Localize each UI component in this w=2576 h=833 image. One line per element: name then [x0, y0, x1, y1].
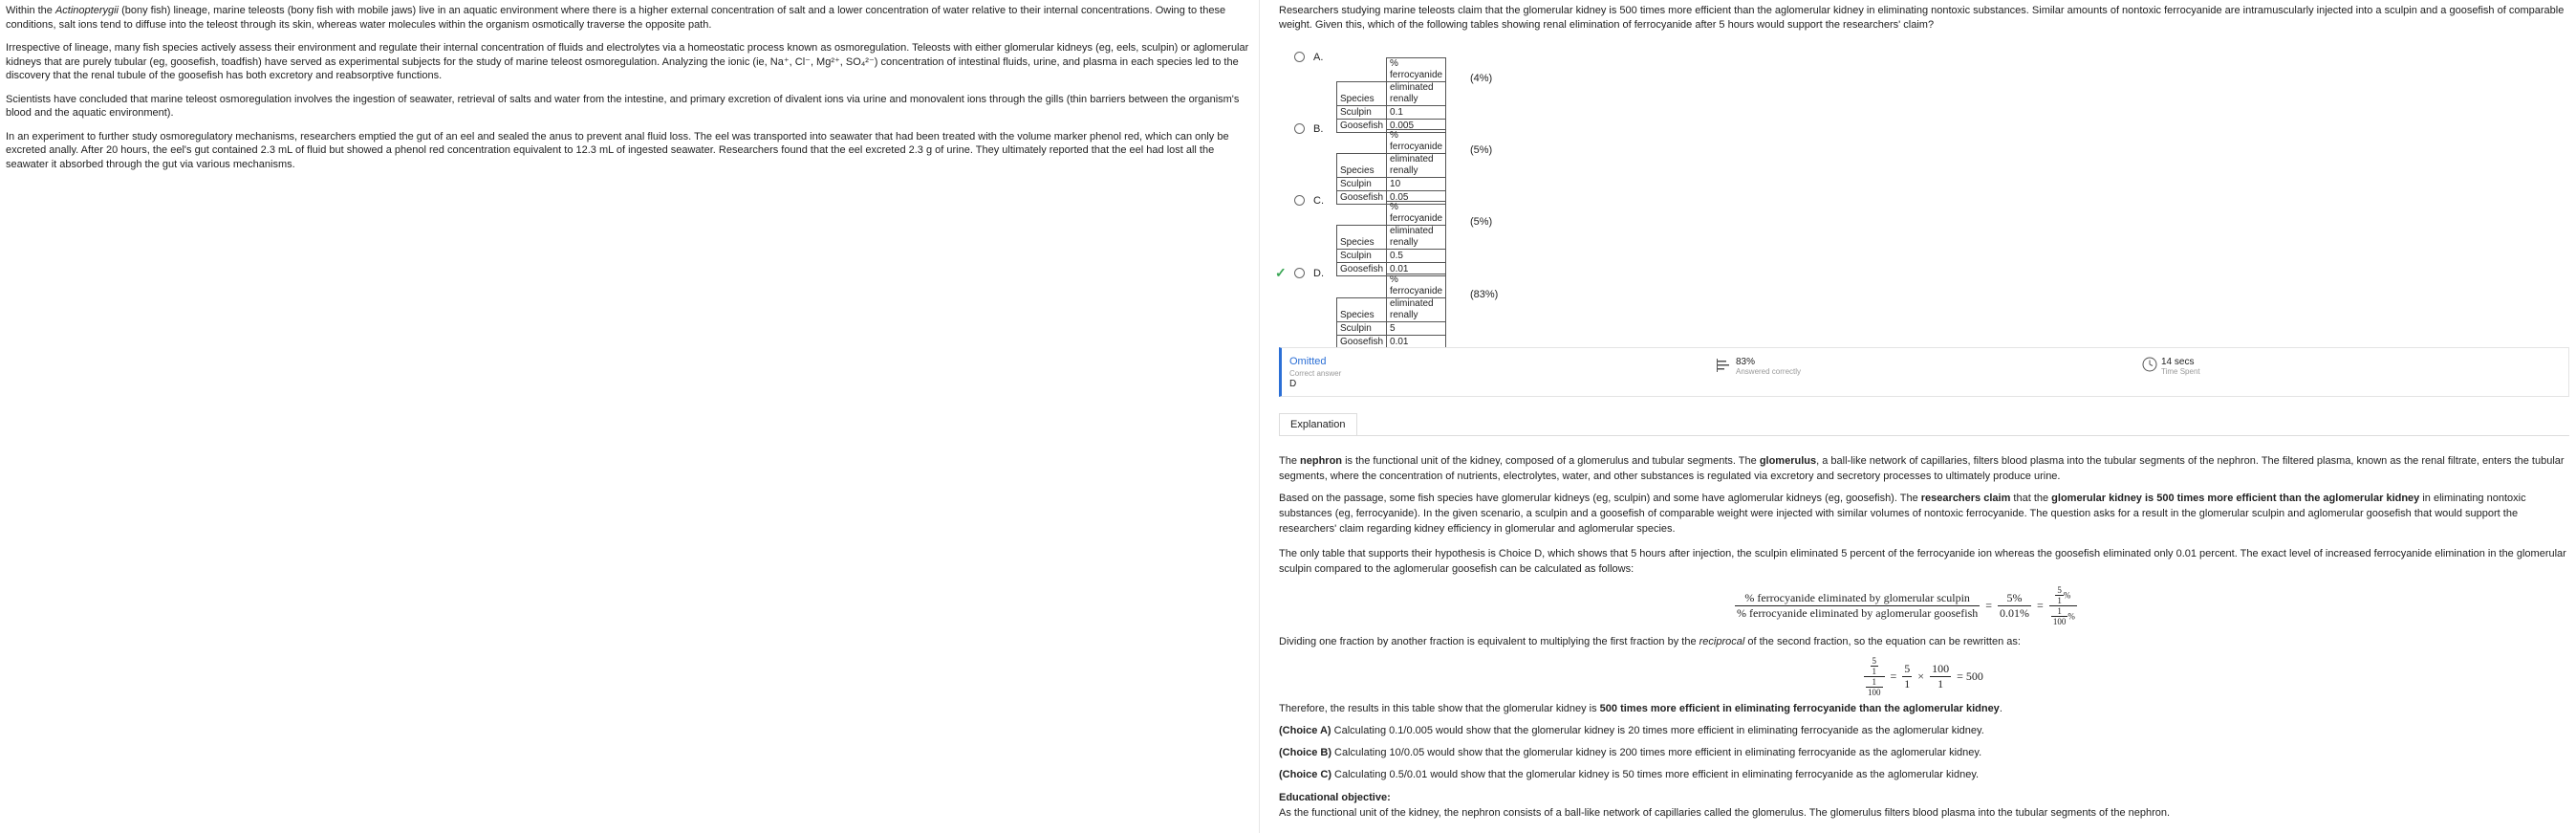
column-header-line1: % ferrocyanide	[1387, 130, 1446, 154]
passage-text: Within the	[6, 5, 55, 16]
expl-text: Based on the passage, some fish species have glomerular kidneys (eg, sculpin) and some have aglomerular kidneys (eg, goosefish). The	[1279, 493, 1921, 504]
fraction-denominator: 1	[1904, 677, 1911, 691]
result: = 500	[1957, 669, 1983, 683]
inner-numerator: 1	[2051, 606, 2068, 617]
inner-fraction	[2051, 606, 2068, 626]
sculpin-value: 0.5	[1387, 250, 1446, 263]
fraction-denominator: 0.01%	[2000, 606, 2030, 620]
passage-paragraph-1	[6, 4, 1253, 32]
time-spent-label: Time Spent	[2161, 367, 2200, 376]
expl-text: that the	[2010, 493, 2052, 504]
percent-correct-value: 83%	[1736, 357, 1756, 367]
educational-objective-title	[1279, 790, 2571, 805]
radio-button[interactable]	[1294, 52, 1305, 62]
fraction-complex	[1864, 656, 1885, 697]
formula-reciprocal	[1864, 656, 1986, 697]
result-stats-bar	[1279, 347, 2569, 397]
inner-denominator: 1	[1872, 667, 1876, 676]
fraction-denominator: 1	[1937, 677, 1944, 691]
row-label-goosefish: Goosefish	[1337, 336, 1387, 349]
column-header-line2: eliminated renally	[1387, 226, 1446, 250]
expl-bold: researchers claim	[1920, 493, 2011, 504]
expl-text: The	[1279, 455, 1301, 467]
fraction-numerator: 100	[1932, 662, 1950, 675]
inner-numerator: 5	[1872, 656, 1876, 666]
objective-title: Educational objective:	[1279, 792, 1391, 803]
equals-sign: =	[2037, 599, 2044, 612]
fraction-denominator	[1864, 677, 1885, 697]
tab-divider	[1279, 435, 2569, 436]
fraction-numerator: 5%	[1998, 591, 2031, 606]
column-header-line2: eliminated renally	[1387, 154, 1446, 178]
expl-text: , a ball-like network of capillaries, filters blood plasma into the tubular segments of the nephron. The filtered plasma, known as the renal filtrate, enters the tubular segments, where the concentration of nutrients, electrolytes, water, and other substances is regulated via excretory and secretory processes to ultimately produce urine.	[1279, 455, 2565, 482]
expl-bold: glomerular kidney is 500 times more efficient than the aglomerular kidney	[2051, 493, 2420, 504]
check-icon: ✓	[1275, 265, 1287, 280]
explanation-choice-c	[1279, 767, 2571, 782]
choice-label: (Choice C)	[1279, 769, 1331, 780]
goosefish-value: 0.01	[1387, 263, 1446, 276]
expl-text: Calculating 0.1/0.005 would show that the glomerular kidney is 20 times more efficient in eliminating ferrocyanide as the aglomerular kidney.	[1331, 725, 1984, 736]
sculpin-value: 10	[1387, 178, 1446, 191]
choice-label: (Choice A)	[1279, 725, 1331, 736]
passage-paragraph-4: In an experiment to further study osmoregulatory mechanisms, researchers emptied the gut of an eel and sealed the anus to prevent anal fluid loss. The eel was transported into seawater that had been treated with the volume marker phenol red, which can only be excreted anally. After 20 hours, the eel's gut contained 2.3 mL of fluid but showed a phenol red concentration equivalent to 12.3 mL of ingested seawater. Researchers found that the eel excreted 2.3 g of urine. They ultimately reported that the eel had lost all the seawater it absorbed through the gut via various mechanisms.	[6, 130, 1229, 170]
correct-answer-label: Correct answer	[1289, 369, 1342, 378]
fraction	[1902, 662, 1912, 691]
tab-explanation[interactable]: Explanation	[1279, 413, 1357, 435]
explanation-paragraph-1	[1279, 453, 2571, 484]
expl-bold: in eliminating ferrocyanide than the aglomerular kidney	[1720, 703, 2000, 714]
explanation-paragraph-2	[1279, 491, 2571, 537]
goosefish-value: 0.005	[1387, 120, 1446, 133]
explanation-choice-a	[1279, 723, 2571, 738]
educational-objective-text: As the functional unit of the kidney, the nephron consists of a ball-like network of capillaries called the glomerulus. The glomerulus filters blood plasma into the tubular segments of the nephron.	[1279, 807, 2171, 819]
column-header-line2: eliminated renally	[1387, 298, 1446, 322]
column-header-line1: % ferrocyanide	[1387, 58, 1446, 82]
times-sign: ×	[1917, 669, 1925, 683]
choice-letter: D.	[1313, 268, 1324, 279]
clock-icon	[2142, 357, 2157, 372]
bar-chart-icon	[1717, 359, 1730, 372]
fraction-numerator: 5	[1904, 662, 1911, 675]
time-spent-value: 14 secs	[2161, 357, 2195, 367]
expl-text: Therefore, the results in this table show that the glomerular kidney is	[1279, 703, 1600, 714]
passage-text: (bony fish) lineage, marine teleosts (bony fish with mobile jaws) live in an aquatic environment where there is a higher external concentration of salt and a lower concentration of water relative to their internal concentrations. Owing to these conditions, salt ions tend to diffuse into the teleost through its skin, whereas water molecules within the organism osmotically traverse the opposite path.	[6, 5, 1226, 31]
species-header: Species	[1337, 298, 1387, 322]
correct-answer-value: D	[1289, 379, 1297, 389]
inner-numerator: 5	[2057, 585, 2062, 595]
inner-fraction	[1866, 677, 1883, 697]
choice-table	[1336, 274, 1446, 349]
inner-denominator: 100	[2052, 617, 2067, 626]
sculpin-value: 0.1	[1387, 106, 1446, 120]
fraction-complex	[2049, 585, 2077, 626]
fraction-percent-ratio	[1735, 591, 1980, 621]
choice-letter: A.	[1313, 52, 1324, 63]
formula-ratio	[1735, 585, 2077, 626]
status-label: Omitted	[1289, 356, 1327, 367]
question-pane	[1271, 0, 2571, 833]
choice-percent: (5%)	[1470, 216, 1493, 228]
choice-table	[1336, 57, 1446, 133]
radio-button[interactable]	[1294, 123, 1305, 134]
radio-button[interactable]	[1294, 268, 1305, 278]
passage-italic: Actinopterygii	[54, 5, 119, 16]
goosefish-value: 0.01	[1387, 336, 1446, 349]
expl-bold: glomerulus	[1759, 455, 1817, 467]
expl-text: is the functional unit of the kidney, composed of a glomerulus and tubular segments. The	[1342, 455, 1760, 467]
fraction-values	[1998, 591, 2031, 621]
row-label-goosefish: Goosefish	[1337, 263, 1387, 276]
explanation-paragraph-3: The only table that supports their hypothesis is Choice D, which shows that 5 hours after injection, the sculpin eliminated 5 percent of the ferrocyanide ion whereas the goosefish eliminated only 0.01 percent. The exact level of increased ferrocyanide elimination in the glomerular sculpin compared to the aglomerular goosefish can be calculated as follows:	[1279, 548, 2566, 575]
fraction-numerator: % ferrocyanide eliminated by glomerular sculpin	[1735, 591, 1980, 606]
row-label-sculpin: Sculpin	[1337, 250, 1387, 263]
fraction-numerator	[2049, 585, 2077, 606]
inner-denominator: 1	[2057, 596, 2062, 605]
row-label-sculpin: Sculpin	[1337, 106, 1387, 120]
fraction-denominator	[2049, 606, 2077, 626]
percent-correct-label: Answered correctly	[1736, 367, 1802, 376]
inner-fraction	[2055, 585, 2064, 605]
explanation-conclusion	[1279, 701, 2571, 716]
expl-italic: reciprocal	[1699, 636, 1745, 647]
column-header-line1: % ferrocyanide	[1387, 274, 1446, 298]
choice-percent: (83%)	[1470, 289, 1499, 300]
inner-numerator: 1	[1866, 677, 1883, 688]
goosefish-value: 0.05	[1387, 191, 1446, 205]
expl-bold: nephron	[1300, 455, 1343, 467]
choice-percent: (5%)	[1470, 144, 1493, 156]
explanation-paragraph-4	[1279, 634, 2571, 649]
passage-paragraph-2: Irrespective of lineage, many fish species actively assess their environment and regulate their internal concentration of fluids and electrolytes via a homeostatic process known as osmoregulation. Teleosts with either glomerular kidneys (eg, eels, sculpin) or aglomerular kidneys that are purely tubular (eg, goosefish, toadfish) have served as experimental subjects for the study of marine teleost osmoregulation. Analyzing the ionic (ie, Na⁺, Cl⁻, Mg²⁺, SO₄²⁻) concentration of intestinal fluids, urine, and plasma in each species led to the discovery that the renal tubule of the goosefish has both excretory and reabsorptive functions.	[6, 42, 1249, 81]
fraction-numerator	[1864, 656, 1885, 677]
species-header: Species	[1337, 82, 1387, 106]
species-header: Species	[1337, 154, 1387, 178]
column-header-line2: eliminated renally	[1387, 82, 1446, 106]
expl-text: Calculating 10/0.05 would show that the glomerular kidney is 200 times more efficient in eliminating ferrocyanide as the aglomerular kidney.	[1331, 747, 1982, 758]
choice-table	[1336, 201, 1446, 276]
inner-fraction	[1871, 656, 1879, 676]
expl-text: Dividing one fraction by another fraction is equivalent to multiplying the first fraction by the	[1279, 636, 1699, 647]
choice-table	[1336, 129, 1446, 205]
equals-sign: =	[1985, 599, 1993, 612]
sculpin-value: 5	[1387, 322, 1446, 336]
column-header-line1: % ferrocyanide	[1387, 202, 1446, 226]
row-label-goosefish: Goosefish	[1337, 120, 1387, 133]
percent-sign: %	[2063, 590, 2071, 601]
question-stem: Researchers studying marine teleosts claim that the glomerular kidney is 500 times more efficient than the aglomerular kidney in eliminating nontoxic substances. Similar amounts of nontoxic ferrocyanide are intramuscularly injected into a sculpin and a goosefish of comparable weight. Given this, which of the following tables showing renal elimination of ferrocyanide after 5 hours would support the researchers' claim?	[1279, 5, 2565, 31]
percent-sign: %	[2067, 611, 2075, 622]
fraction	[1930, 662, 1951, 691]
radio-button[interactable]	[1294, 195, 1305, 206]
passage-pane	[0, 0, 1260, 833]
choice-letter: C.	[1313, 195, 1324, 207]
choice-percent: (4%)	[1470, 73, 1493, 84]
species-header: Species	[1337, 226, 1387, 250]
expl-text: Calculating 0.5/0.01 would show that the glomerular kidney is 50 times more efficient in eliminating ferrocyanide as the aglomerular kidney.	[1331, 769, 1980, 780]
inner-denominator: 100	[1868, 688, 1881, 697]
row-label-sculpin: Sculpin	[1337, 178, 1387, 191]
expl-bold: 500 times more efficient	[1599, 703, 1721, 714]
row-label-goosefish: Goosefish	[1337, 191, 1387, 205]
expl-text: in eliminating nontoxic substances (eg, ferrocyanide). In the given scenario, a sculpin and a goosefish of comparable weight were injected with similar volumes of nontoxic ferrocyanide. The question asks for a result in the glomerular sculpin and aglomerular goosefish that would support the researchers' claim regarding kidney efficiency in glomerular and aglomerular species.	[1279, 493, 2526, 535]
explanation-choice-b	[1279, 745, 2571, 760]
passage-paragraph-3: Scientists have concluded that marine teleost osmoregulation involves the ingestion of seawater, retrieval of salts and water from the intestine, and primary excretion of divalent ions via urine and monovalent ions through the gills (thin barriers between the organism's blood and the aquatic environment).	[6, 93, 1240, 119]
row-label-sculpin: Sculpin	[1337, 322, 1387, 336]
expl-text: .	[1999, 703, 2002, 714]
expl-text: of the second fraction, so the equation can be rewritten as:	[1744, 636, 2021, 647]
equals-sign: =	[1890, 669, 1897, 683]
choice-label: (Choice B)	[1279, 747, 1331, 758]
choice-letter: B.	[1313, 123, 1324, 135]
fraction-denominator: % ferrocyanide eliminated by aglomerular goosefish	[1737, 606, 1979, 620]
